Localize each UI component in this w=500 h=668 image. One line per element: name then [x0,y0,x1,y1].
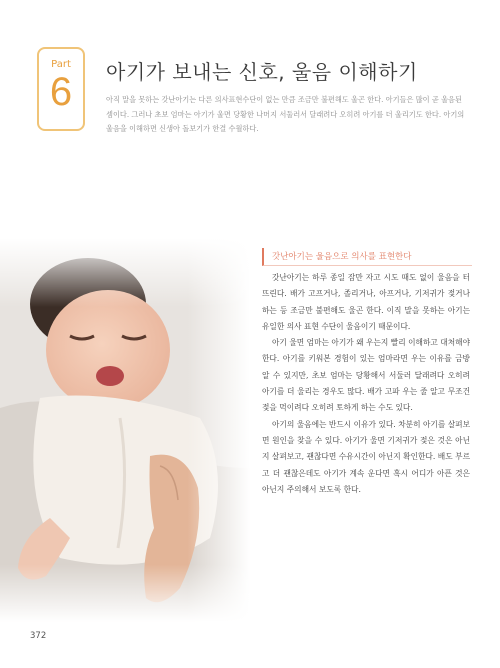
section-heading: 갓난아기는 울음으로 의사를 표현한다 [262,248,472,266]
paragraph: 갓난아기는 하루 종일 잠만 자고 시도 때도 없이 울음을 터뜨린다. 배가 고프거나, 졸리거나, 아프거나, 기저귀가 젖거나 하는 등 조금만 불편해도 울곤 한다. 이직 말을 못하는 아기는 유일한 의사 표현 수단이 울음이기 때문이다. [262,273,470,331]
paragraph: 아기 울면 엄마는 아기가 왜 우는지 빨리 이해하고 대처해야 한다. 아기를 키워본 경험이 있는 엄마라면 우는 이유를 금방 알 수 있지만, 초보 엄마는 당황해서 서둘러 달래려다 오히려 아기를 더 울리는 경우도 많다. 배가 고파 우는 줄 알고 무조건 젖을 먹이려다 오히려 토하게 하는 수도 있다. [262,338,470,413]
body-text [262,270,470,498]
part-badge [37,47,85,131]
chapter-intro: 아직 말을 못하는 갓난아기는 다른 의사표현수단이 없는 만큼 조금만 불편해도 울곤 한다. 아기들은 많이 곧 울음된 셈이다. 그러나 초보 엄마는 아기가 울면 당황한 나머지 서둘러서 달래려다 오히려 아기를 더 울리기도 한다. 아기의 울음을 이해하면 신생아 돌보기가 한결 수월하다. [106,95,465,133]
paragraph: 아기의 울음에는 반드시 이유가 있다. 차분히 아기를 살펴보면 원인을 찾을 수 있다. 아기가 울면 기저귀가 젖은 것은 아닌지 살펴보고, 괜찮다면 수유시간이 아닌지 확인한다. 배도 부르고 더 괜찮은데도 아기가 계속 운다면 혹시 어디가 아픈 것은 아닌지 주의해서 보도록 한다. [262,419,470,494]
crying-baby-photo [0,238,250,622]
chapter-title: 아기가 보내는 신호, 울음 이해하기 [106,60,418,84]
page-number: 372 [30,631,47,641]
part-label: Part [51,59,71,70]
part-number: 6 [49,70,73,114]
